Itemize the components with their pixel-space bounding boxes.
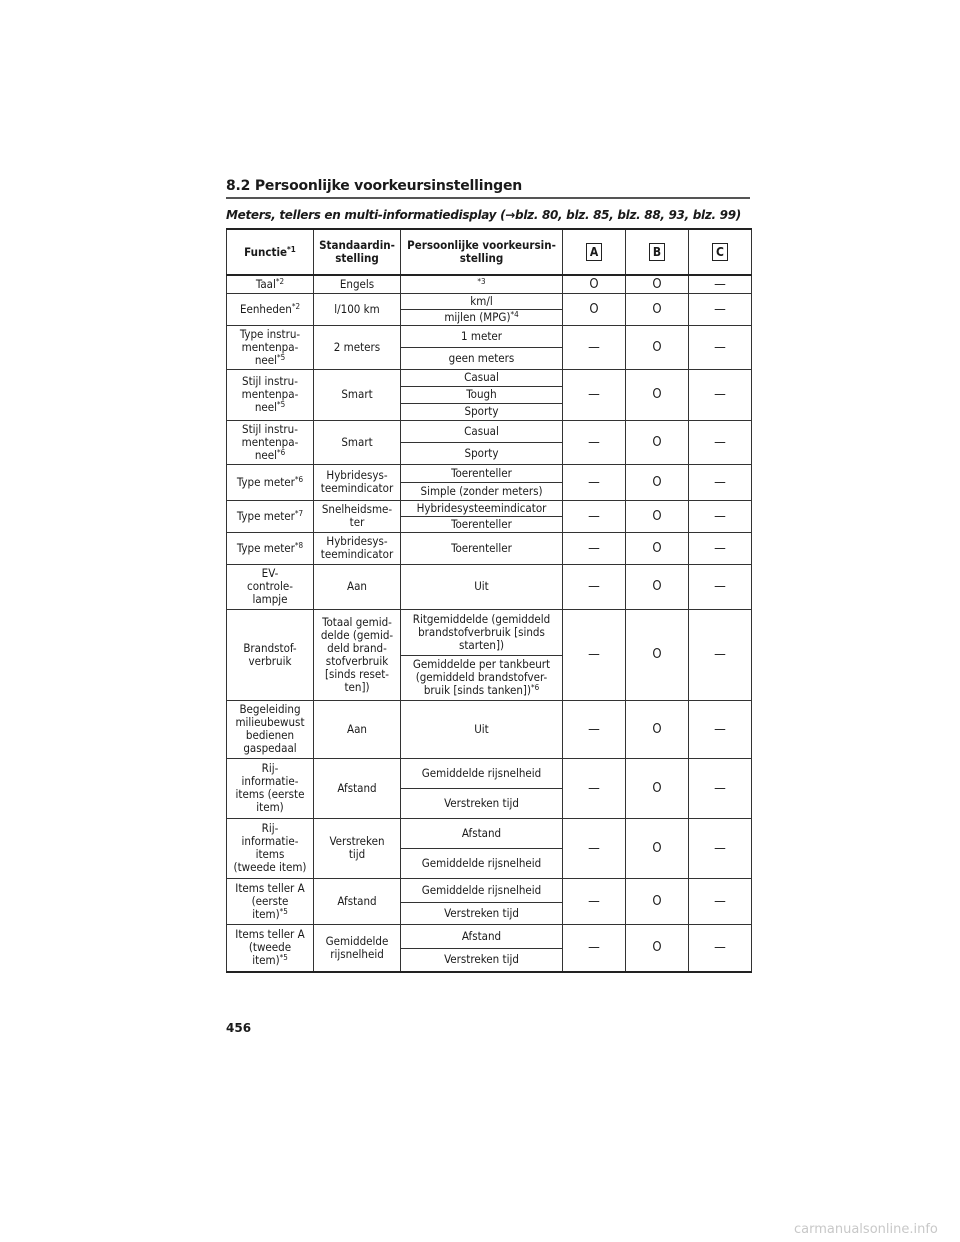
cell-option: Uit	[401, 700, 563, 758]
cell-standaard: Aan	[314, 564, 401, 609]
cell-b: O	[626, 293, 689, 325]
table-caption: Meters, tellers en multi-informatiedisplay (→blz. 80, blz. 85, blz. 88, 93, blz. 99)	[226, 208, 741, 222]
cell-c: —	[689, 420, 752, 464]
cell-c: —	[689, 564, 752, 609]
cell-option: Verstreken tijd	[401, 788, 563, 818]
box-c-label: C	[712, 243, 728, 261]
cell-standaard: Afstand	[314, 758, 401, 818]
cell-a: —	[563, 700, 626, 758]
cell-b: O	[626, 758, 689, 818]
cell-standaard: Smart	[314, 420, 401, 464]
cell-option: Sporty	[401, 442, 563, 464]
cell-c: —	[689, 878, 752, 924]
cell-c: —	[689, 609, 752, 700]
cell-option: Hybridesysteemindicator	[401, 500, 563, 516]
cell-a: —	[563, 878, 626, 924]
cell-a: —	[563, 369, 626, 420]
box-a-label: A	[586, 243, 602, 261]
cell-option: Verstreken tijd	[401, 902, 563, 924]
table-row	[227, 532, 752, 564]
cell-standaard: l/100 km	[314, 293, 401, 325]
cell-a: O	[563, 275, 626, 293]
column-header-standaard: Standaardin- stelling	[314, 229, 401, 275]
cell-a: —	[563, 924, 626, 972]
cell-standaard: Snelheidsme- ter	[314, 500, 401, 532]
cell-a: —	[563, 325, 626, 369]
cell-functie: Stijl instru- mentenpa- neel$^{*5}$	[227, 369, 314, 420]
page-number: 456	[226, 1021, 252, 1035]
cell-c: —	[689, 532, 752, 564]
cell-functie: Items teller A (eerste item)$^{*5}$	[227, 878, 314, 924]
cell-a: —	[563, 818, 626, 878]
table-row	[227, 420, 752, 442]
table-row	[227, 700, 752, 758]
cell-functie: Type meter$^{*7}$	[227, 500, 314, 532]
cell-a: —	[563, 532, 626, 564]
cell-b: O	[626, 609, 689, 700]
cell-option: Casual	[401, 369, 563, 386]
cell-b: O	[626, 924, 689, 972]
cell-standaard: Gemiddelde rijsnelheid	[314, 924, 401, 972]
cell-standaard: Hybridesys- teemindicator	[314, 532, 401, 564]
cell-standaard: Afstand	[314, 878, 401, 924]
column-header-persoonlijk: Persoonlijke voorkeursin- stelling	[401, 229, 563, 275]
table-row	[227, 758, 752, 788]
table-header-row	[227, 229, 752, 275]
cell-standaard: Hybridesys- teemindicator	[314, 464, 401, 500]
cell-option: Gemiddelde rijsnelheid	[401, 878, 563, 902]
cell-option: geen meters	[401, 347, 563, 369]
table-row	[227, 464, 752, 482]
cell-a: —	[563, 500, 626, 532]
table-row	[227, 818, 752, 848]
table-row	[227, 293, 752, 309]
cell-c: —	[689, 464, 752, 500]
cell-option: Toerenteller	[401, 532, 563, 564]
cell-option: Gemiddelde rijsnelheid	[401, 758, 563, 788]
cell-functie: Type instru- mentenpa- neel$^{*5}$	[227, 325, 314, 369]
cell-c: —	[689, 700, 752, 758]
cell-a: —	[563, 420, 626, 464]
column-header-b	[626, 229, 689, 275]
cell-option: Ritgemiddelde (gemiddeld brandstofverbruik [sinds starten])	[401, 609, 563, 655]
cell-option: Afstand	[401, 818, 563, 848]
cell-a: —	[563, 609, 626, 700]
section-title: 8.2 Persoonlijke voorkeursinstellingen	[226, 178, 750, 199]
cell-functie: Type meter$^{*6}$	[227, 464, 314, 500]
cell-option: Gemiddelde rijsnelheid	[401, 848, 563, 878]
cell-functie: Rij- informatie- items (tweede item)	[227, 818, 314, 878]
watermark: carmanualsonline.info	[794, 1222, 938, 1237]
table-row	[227, 609, 752, 655]
cell-standaard: Totaal gemid- delde (gemid- deld brand- stofverbruik [sinds reset- ten])	[314, 609, 401, 700]
cell-c: —	[689, 293, 752, 325]
settings-table	[226, 228, 752, 973]
cell-b: O	[626, 500, 689, 532]
cell-a: —	[563, 564, 626, 609]
cell-b: O	[626, 275, 689, 293]
cell-c: —	[689, 325, 752, 369]
cell-c: —	[689, 758, 752, 818]
table-row	[227, 564, 752, 609]
cell-option: Uit	[401, 564, 563, 609]
column-header-a	[563, 229, 626, 275]
cell-standaard: Engels	[314, 275, 401, 293]
cell-option: Toerenteller	[401, 516, 563, 532]
cell-functie: Rij- informatie- items (eerste item)	[227, 758, 314, 818]
table-row	[227, 325, 752, 347]
cell-b: O	[626, 369, 689, 420]
table-row	[227, 878, 752, 902]
cell-b: O	[626, 464, 689, 500]
cell-option: Gemiddelde per tankbeurt (gemiddeld brandstofver- bruik [sinds tanken])$^{*6}$	[401, 655, 563, 700]
cell-b: O	[626, 532, 689, 564]
cell-b: O	[626, 420, 689, 464]
cell-functie: Type meter$^{*8}$	[227, 532, 314, 564]
cell-c: —	[689, 818, 752, 878]
cell-c: —	[689, 924, 752, 972]
box-b-label: B	[649, 243, 665, 261]
cell-standaard: Verstreken tijd	[314, 818, 401, 878]
cell-b: O	[626, 700, 689, 758]
table-row	[227, 500, 752, 516]
column-header-c	[689, 229, 752, 275]
cell-b: O	[626, 564, 689, 609]
cell-a: —	[563, 758, 626, 818]
cell-standaard: Aan	[314, 700, 401, 758]
cell-functie: Begeleiding milieubewust bedienen gaspedaal	[227, 700, 314, 758]
cell-functie: Items teller A (tweede item)$^{*5}$	[227, 924, 314, 972]
cell-option: Simple (zonder meters)	[401, 482, 563, 500]
cell-option: Verstreken tijd	[401, 948, 563, 972]
cell-option: Casual	[401, 420, 563, 442]
cell-a: —	[563, 464, 626, 500]
table-row	[227, 924, 752, 948]
cell-c: —	[689, 369, 752, 420]
cell-b: O	[626, 878, 689, 924]
cell-b: O	[626, 325, 689, 369]
cell-option: Sporty	[401, 403, 563, 420]
cell-standaard: 2 meters	[314, 325, 401, 369]
cell-functie: Eenheden$^{*2}$	[227, 293, 314, 325]
table-row	[227, 275, 752, 293]
cell-option: mijlen (MPG)$^{*4}$	[401, 309, 563, 325]
cell-functie: Taal$^{*2}$	[227, 275, 314, 293]
cell-option: Toerenteller	[401, 464, 563, 482]
cell-c: —	[689, 500, 752, 532]
cell-option: *3	[401, 275, 563, 293]
cell-option: Afstand	[401, 924, 563, 948]
cell-functie: Brandstof- verbruik	[227, 609, 314, 700]
cell-a: O	[563, 293, 626, 325]
cell-standaard: Smart	[314, 369, 401, 420]
cell-functie: EV- controle- lampje	[227, 564, 314, 609]
cell-option: Tough	[401, 386, 563, 403]
cell-option: 1 meter	[401, 325, 563, 347]
cell-c: —	[689, 275, 752, 293]
table-row	[227, 369, 752, 386]
cell-option: km/l	[401, 293, 563, 309]
cell-functie: Stijl instru- mentenpa- neel$^{*6}$	[227, 420, 314, 464]
cell-b: O	[626, 818, 689, 878]
column-header-functie: Functie$^{*1}$	[227, 229, 314, 275]
